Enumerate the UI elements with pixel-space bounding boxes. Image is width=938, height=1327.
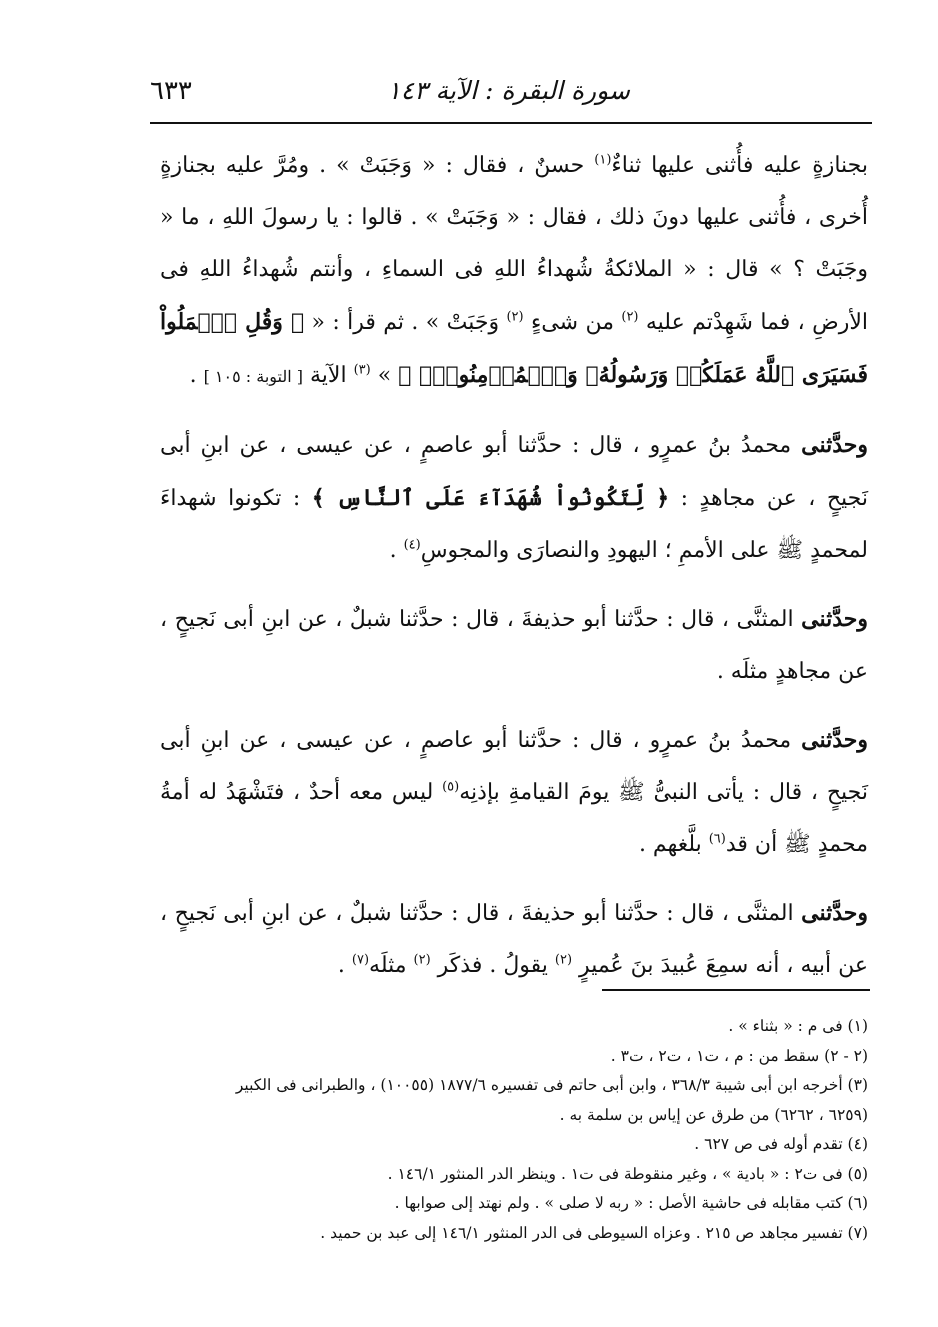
footnote-marker: (١) xyxy=(594,152,612,168)
footnote-marker: (٢) xyxy=(506,309,524,325)
verse-reference: [ التوبة : ١٠٥ ] xyxy=(203,367,304,386)
text-segment: . xyxy=(337,953,352,978)
text-segment: محمدُ بنُ عمرٍو ، قال : حدَّثنا أبو عاصمٍ ، عن عيسى ، عن ابنِ أبى نَجيحٍ ، قال : يأتى النبىُّ ﷺ يومَ القيامةِ بإذنِه xyxy=(160,728,868,805)
footnote-marker: (٦) xyxy=(708,831,726,847)
paragraph-4 xyxy=(160,714,868,871)
footnote-1: (١) فى م : « بثناء » . xyxy=(728,1017,868,1035)
footnote-3-continued: (٦٢٥٩ ، ٦٢٦٢) من طرق عن إياس بن سلمة به . xyxy=(559,1105,868,1124)
text-segment: . xyxy=(189,363,204,388)
footnote-marker: (٣) xyxy=(353,362,371,378)
footnote-4: (٤) تقدم أوله فى ص ٦٢٧ . xyxy=(694,1135,868,1153)
page-header xyxy=(150,70,870,122)
text-segment: محمدُ بنُ عمرٍو ، قال : حدَّثنا أبو عاصمٍ ، عن عيسى ، عن ابنِ أبى نَجيحٍ ، عن مجاهدٍ : xyxy=(160,433,869,511)
isnad-lead-word: وحدَّثنى xyxy=(801,900,868,926)
header-divider xyxy=(150,122,872,124)
footnote-marker: (٢) xyxy=(621,309,639,325)
footnote-marker: (٤) xyxy=(403,537,421,553)
footnote-marker: (٢) xyxy=(554,952,573,968)
paragraph-2 xyxy=(160,419,868,577)
isnad-lead-word: وحدَّثنى xyxy=(801,432,868,458)
text-segment: وَجَبَتْ » . ثم قرأ : « xyxy=(304,310,507,335)
text-segment: : تكونوا شهداءَ لمحمدٍ ﷺ على الأممِ ؛ اليهودِ والنصارَى والمجوسِ xyxy=(160,486,868,563)
isnad-lead-word: وحدَّثنى xyxy=(801,606,868,632)
quran-quote: ﴿ وَقُلِ ٱعۡمَلُواْ فَسَيَرَى ٱللَّهُ عَمَلَكُمۡ وَرَسُولُهُۥ وَٱلۡمُؤۡمِنُونَۖ ﴾ xyxy=(160,309,868,388)
footnote-marker: (٢) xyxy=(413,952,431,968)
text-segment: من شىءٍ xyxy=(523,310,622,335)
text-segment: يقولُ . فذكَر xyxy=(430,953,555,978)
page-number: ٦٣٣ xyxy=(150,76,192,106)
isnad-lead-word: وحدَّثنى xyxy=(801,727,868,753)
footnotes xyxy=(160,1012,868,1248)
footnote-marker: (٥) xyxy=(442,779,460,795)
footnote-5: (٥) فى ت٢ : « بادية » ، وغير منقوطة فى ت١ . وينظر الدر المنثور ١٤٦/١ . xyxy=(387,1164,868,1183)
text-segment: بجنازةٍ عليه فأُثنى عليها ثناءٌ xyxy=(611,153,869,178)
paragraph-1 xyxy=(160,140,868,403)
main-text xyxy=(160,140,868,1008)
text-segment: الآية xyxy=(303,363,354,388)
footnote-6: (٦) كتب مقابله فى حاشية الأصل : « ربه لا صلى » . ولم نهتد إلى صوابها . xyxy=(394,1194,868,1212)
surah-title: سورة البقرة : الآية ١٤٣ xyxy=(387,76,630,105)
paragraph-3 xyxy=(160,593,868,698)
footnote-3: (٣) أخرجه ابن أبى شيبة ٣٦٨/٣ ، وابن أبى حاتم فى تفسيره ١٨٧٧/٦ (١٠٠٥٥) ، والطبرانى فى الكبير xyxy=(235,1076,868,1094)
text-segment: المثنَّى ، قال : حدَّثنا أبو حذيفةَ ، قال : حدَّثنا شبلٌ ، عن ابنِ أبى نَجيحٍ ، عن مجاهدٍ مثلَه . xyxy=(160,607,868,684)
paragraph-5 xyxy=(160,887,868,992)
quran-quote: ﴿ لِّتَكُونُواْ شُهَدَآءَ عَلَى ٱلنَّاسِ ﴾ xyxy=(311,485,670,511)
footnote-7: (٧) تفسير مجاهد ص ٢١٥ . وعزاه السيوطى فى الدر المنثور ١٤٦/١ إلى عبد بن حميد . xyxy=(320,1223,868,1242)
text-segment: ليس معه أحدٌ ، فتَشْهَدُ له أمةُ محمدٍ ﷺ أن قد xyxy=(160,780,868,857)
text-segment: مثلَه xyxy=(369,953,414,978)
text-segment: حسنٌ ، فقال : « وَجَبَتْ » . ومُرَّ عليه بجنازةٍ أُخرى ، فأُثنى عليها دونَ ذلك ، فقال : « وَجَبَتْ » . قالوا : يا رسولَ اللهِ ، ما « وجَبَتْ ؟ » قال : « الملائكةُ شُهداءُ اللهِ فى السماءِ ، وأنتم شُهداءُ اللهِ فى الأرضِ ، فما شَهِدْتم عليه xyxy=(160,153,868,335)
footnote-divider xyxy=(602,989,870,991)
text-segment: » xyxy=(370,363,399,388)
footnote-2: (٢ - ٢) سقط من : م ، ت١ ، ت٢ ، ت٣ . xyxy=(610,1046,868,1065)
text-segment: . xyxy=(389,538,404,563)
text-segment: المثنَّى ، قال : حدَّثنا أبو حذيفةَ ، قال : حدَّثنا شبلٌ ، عن ابنِ أبى نَجيحٍ ، عن أبيه ، أنه سمِعَ عُبيدَ بنَ عُميرٍ xyxy=(160,901,868,978)
footnote-marker: (٧) xyxy=(351,952,370,968)
text-segment: بلَّغهم . xyxy=(638,832,709,857)
